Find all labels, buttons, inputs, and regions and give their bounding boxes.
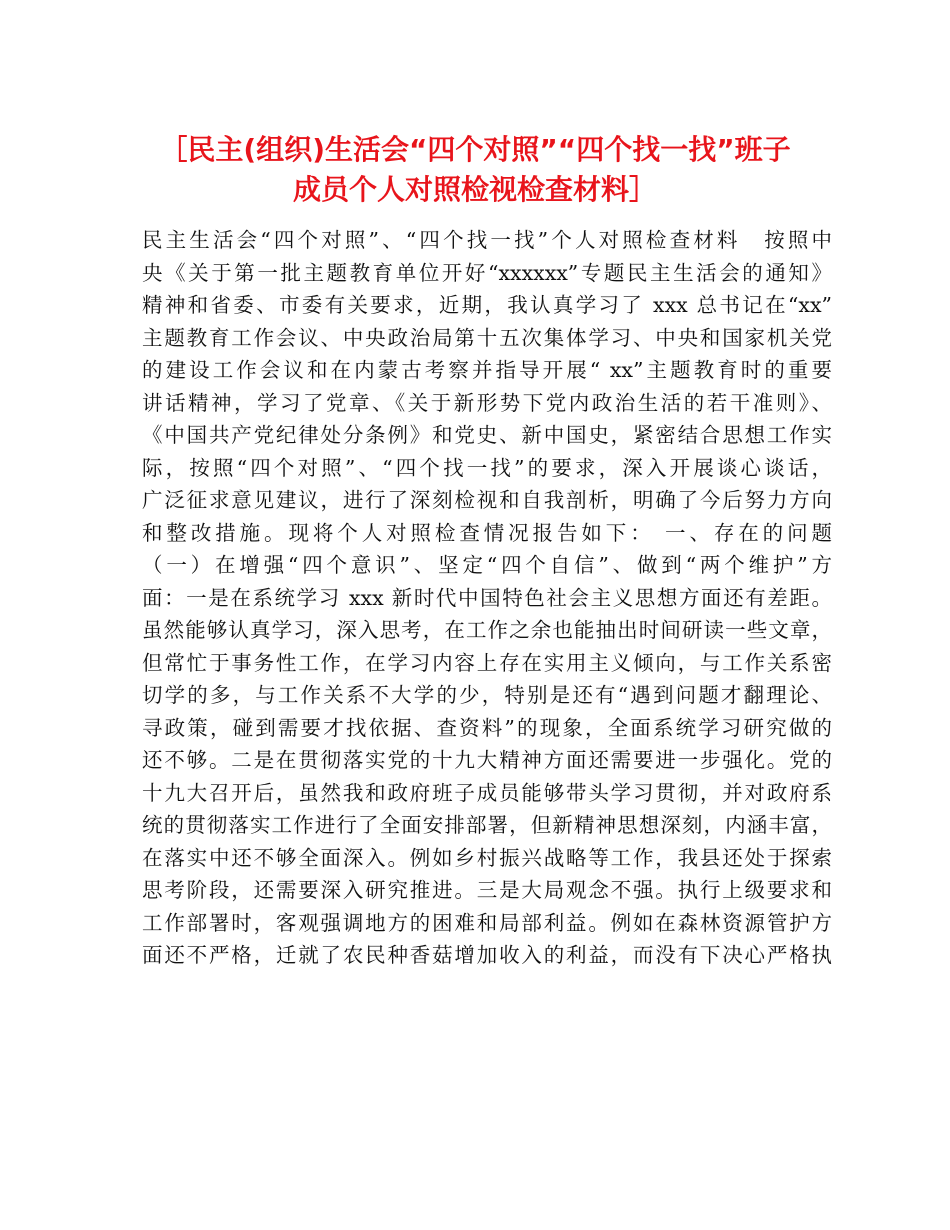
body-line: 民主生活会“四个对照”、“四个找一找”个人对照检查材料 按照中 [142, 228, 832, 252]
body-line: 切学的多，与工作关系不大学的少，特别是还有“遇到问题才翻理论、 [142, 683, 832, 707]
body-line: 《中国共产党纪律处分条例》和党史、新中国史，紧密结合思想工作实 [142, 423, 832, 447]
body-line: 和整改措施。现将个人对照检查情况报告如下： 一、存在的问题 [142, 520, 832, 545]
body-line: 主题教育工作会议、中央政治局第十五次集体学习、中央和国家机关党 [142, 325, 832, 350]
body-line: 工作部署时，客观强调地方的困难和局部利益。例如在森林资源管护方 [142, 910, 832, 935]
body-line: 精神和省委、市委有关要求，近期，我认真学习了 xxx 总书记在“xx” [142, 293, 832, 317]
body-line: 虽然能够认真学习，深入思考，在工作之余也能抽出时间研读一些文章， [142, 618, 832, 642]
body-line: 思考阶段，还需要深入研究推进。三是大局观念不强。执行上级要求和 [142, 878, 832, 902]
body-line: 在落实中还不够全面深入。例如乡村振兴战略等工作，我县还处于探索 [142, 845, 832, 870]
body-line: 面：一是在系统学习 xxx 新时代中国特色社会主义思想方面还有差距。 [142, 585, 832, 610]
document-body [142, 224, 832, 972]
body-line: 际，按照“四个对照”、“四个找一找”的要求，深入开展谈心谈话， [142, 455, 832, 480]
body-line: 面还不严格，迁就了农民种香菇增加收入的利益，而没有下决心严格执 [142, 943, 832, 967]
body-line: 广泛征求意见建议，进行了深刻检视和自我剖析，明确了今后努力方向 [142, 488, 832, 512]
body-line: （一）在增强“四个意识”、坚定“四个自信”、做到“两个维护”方 [142, 553, 832, 577]
body-line: 央《关于第一批主题教育单位开好“xxxxxx”专题民主生活会的通知》 [142, 260, 832, 285]
body-line: 的建设工作会议和在内蒙古考察并指导开展“ xx”主题教育时的重要 [142, 358, 832, 382]
body-line: 十九大召开后，虽然我和政府班子成员能够带头学习贯彻，并对政府系 [142, 780, 832, 805]
body-line: 还不够。二是在贯彻落实党的十九大精神方面还需要进一步强化。党的 [142, 748, 832, 772]
body-line: 统的贯彻落实工作进行了全面安排部署，但新精神思想深刻，内涵丰富， [142, 813, 832, 837]
document-title-line-2: 成员个人对照检视检查材料］ [292, 173, 657, 206]
body-line: 寻政策，碰到需要才找依据、查资料”的现象，全面系统学习研究做的 [142, 715, 832, 740]
document-title-line-1: ［民主(组织)生活会“四个对照”“四个找一找”班子 [159, 133, 791, 166]
body-line: 但常忙于事务性工作，在学习内容上存在实用主义倾向，与工作关系密 [142, 650, 832, 675]
body-line: 讲话精神，学习了党章、《关于新形势下党内政治生活的若干准则》、 [142, 390, 832, 415]
